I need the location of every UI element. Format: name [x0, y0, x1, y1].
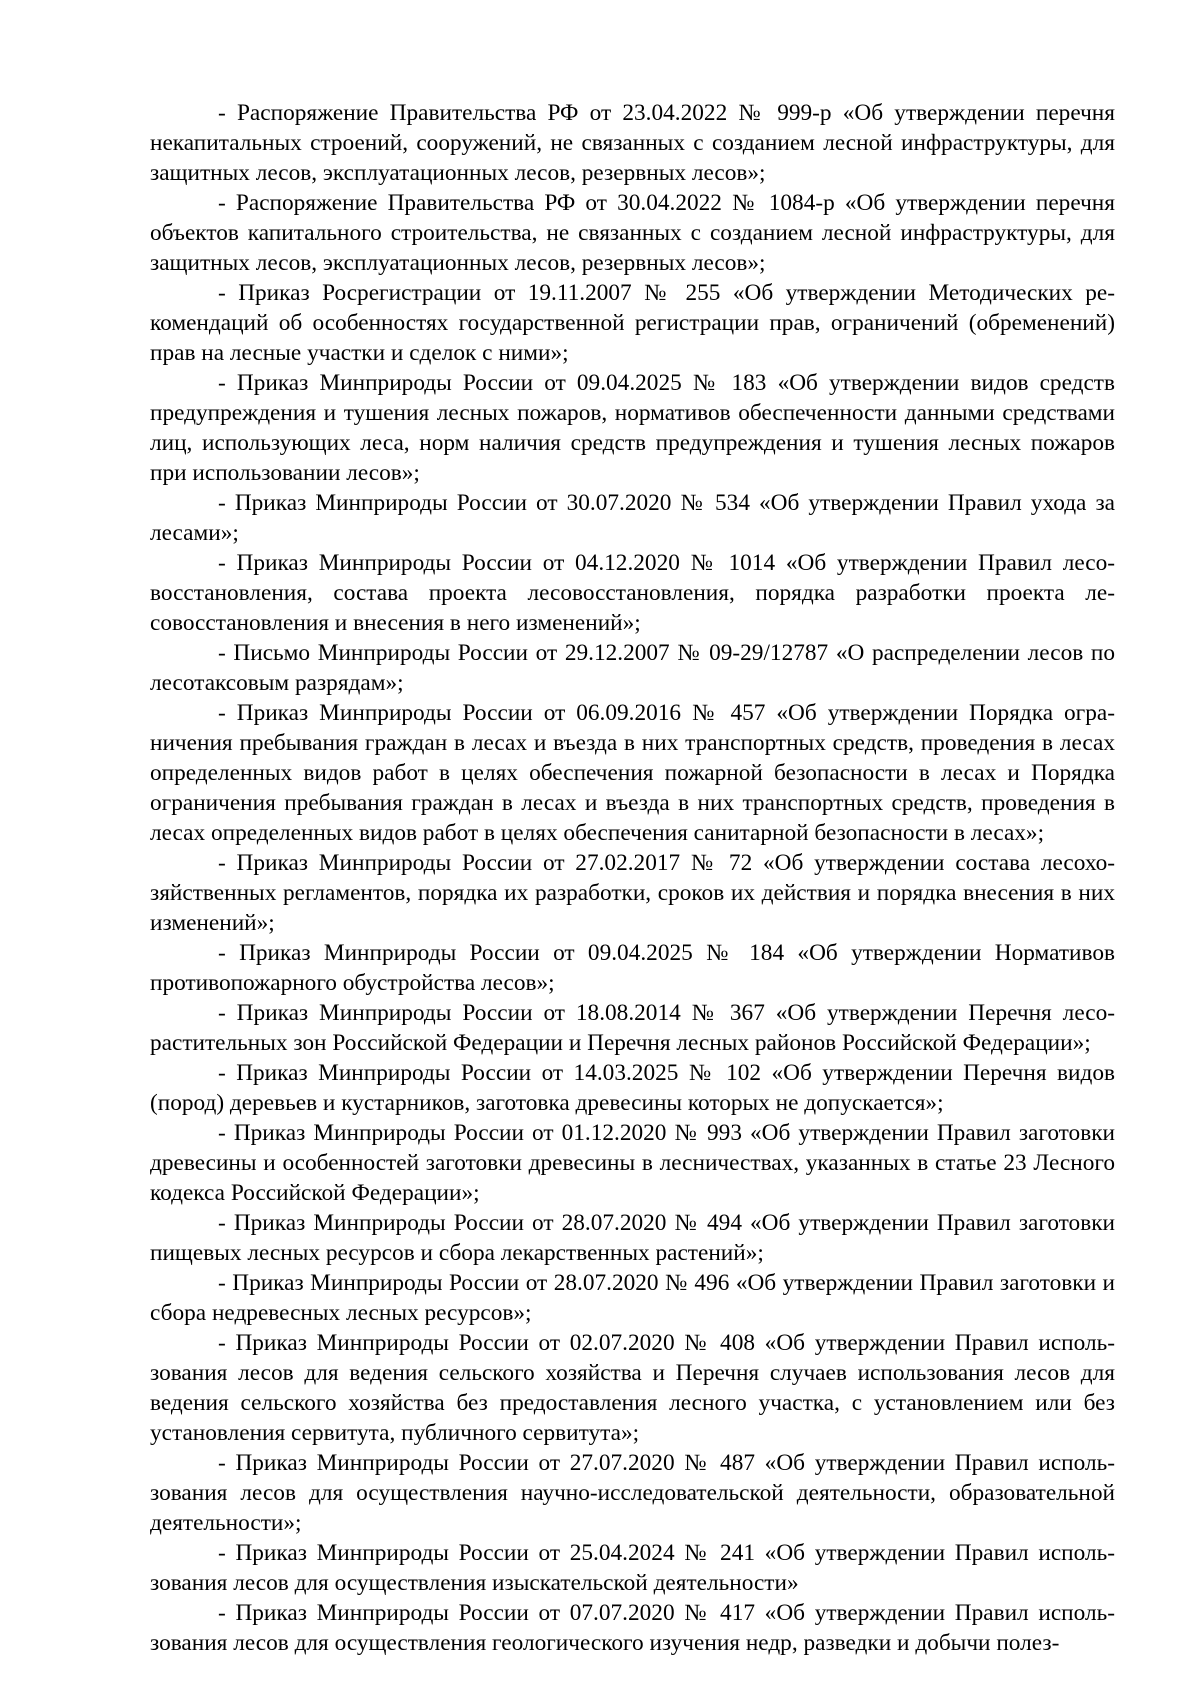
- list-item: - Приказ Минприроды России от 09.04.2025 № 184 «Об утверждении Нормативов противопожарного обустройства лесов»;: [150, 940, 1115, 996]
- list-item: - Письмо Минприроды России от 29.12.2007 № 09-29/12787 «О распределении лесов по лесотаксовым разрядам»;: [150, 640, 1115, 696]
- list-item: - Приказ Минприроды России от 27.02.2017 № 72 «Об утверждении состава лесохозяйственных регламентов, порядка их разработки, сроков их действия и порядка внесения в них изменений»;: [150, 850, 1115, 936]
- list-item: - Приказ Минприроды России от 01.12.2020 № 993 «Об утверждении Правил заготовки древесины и особенностей заготовки древесины в лесничествах, указанных в статье 23 Лесного кодекса Российской Федерации»;: [150, 1120, 1115, 1206]
- list-item: - Распоряжение Правительства РФ от 30.04.2022 № 1084-р «Об утверждении перечня объектов капитального строительства, не связанных с созданием лесной инфраструктуры, для защитных лесов, эксплуатационных лесов, резервных лесов»;: [150, 190, 1115, 276]
- list-item: - Приказ Минприроды России от 28.07.2020 № 494 «Об утверждении Правил заготовки пищевых лесных ресурсов и сбора лекарственных растений»;: [150, 1210, 1115, 1266]
- list-item: - Приказ Минприроды России от 25.04.2024 № 241 «Об утверждении Правил использования лесов для осуществления изыскательской деятельности»: [150, 1540, 1115, 1596]
- list-item: - Приказ Минприроды России от 28.07.2020 № 496 «Об утверждении Правил заготовки и сбора недревесных лесных ресурсов»;: [150, 1270, 1115, 1326]
- list-item: - Приказ Минприроды России от 07.07.2020 № 417 «Об утверждении Правил использования лесов для осуществления геологического изучения недр, разведки и добычи полез-: [150, 1600, 1115, 1656]
- list-item: - Приказ Минприроды России от 04.12.2020 № 1014 «Об утверждении Правил лесовосстановления, состава проекта лесовосстановления, порядка разработки проекта лесовосстановления и внесения в него изменений»;: [150, 550, 1115, 636]
- list-item: - Приказ Минприроды России от 30.07.2020 № 534 «Об утверждении Правил ухода за лесами»;: [150, 490, 1115, 546]
- document-body: [150, 98, 1115, 1658]
- list-item: - Приказ Росрегистрации от 19.11.2007 № 255 «Об утверждении Методических рекомендаций об особенностях государственной регистрации прав, ограничений (обременений) прав на лесные участки и сделок с ними»;: [150, 280, 1115, 366]
- list-item: - Приказ Минприроды России от 06.09.2016 № 457 «Об утверждении Порядка ограничения пребывания граждан в лесах и въезда в них транспортных средств, проведения в лесах определенных видов работ в целях обеспечения пожарной безопасности в лесах и Порядка ограничения пребывания граждан в лесах и въезда в них транспортных средств, проведения в лесах определенных видов работ в целях обеспечения санитарной безопасности в лесах»;: [150, 700, 1115, 846]
- list-item: - Приказ Минприроды России от 18.08.2014 № 367 «Об утверждении Перечня лесорастительных зон Российской Федерации и Перечня лесных районов Российской Федерации»;: [150, 1000, 1115, 1056]
- list-item: - Распоряжение Правительства РФ от 23.04.2022 № 999-р «Об утверждении перечня некапитальных строений, сооружений, не связанных с созданием лесной инфраструктуры, для защитных лесов, эксплуатационных лесов, резервных лесов»;: [150, 100, 1115, 186]
- list-item: - Приказ Минприроды России от 14.03.2025 № 102 «Об утверждении Перечня видов (пород) деревьев и кустарников, заготовка древесины которых не допускается»;: [150, 1060, 1115, 1116]
- list-item: - Приказ Минприроды России от 02.07.2020 № 408 «Об утверждении Правил использования лесов для ведения сельского хозяйства и Перечня случаев использования лесов для ведения сельского хозяйства без предоставления лесного участка, с установлением или без установления сервитута, публичного сервитута»;: [150, 1330, 1115, 1446]
- list-item: - Приказ Минприроды России от 09.04.2025 № 183 «Об утверждении видов средств предупреждения и тушения лесных пожаров, нормативов обеспеченности данными средствами лиц, использующих леса, норм наличия средств предупреждения и тушения лесных пожаров при использовании лесов»;: [150, 370, 1115, 486]
- list-item: - Приказ Минприроды России от 27.07.2020 № 487 «Об утверждении Правил использования лесов для осуществления научно-исследовательской деятельности, образовательной деятельности»;: [150, 1450, 1115, 1536]
